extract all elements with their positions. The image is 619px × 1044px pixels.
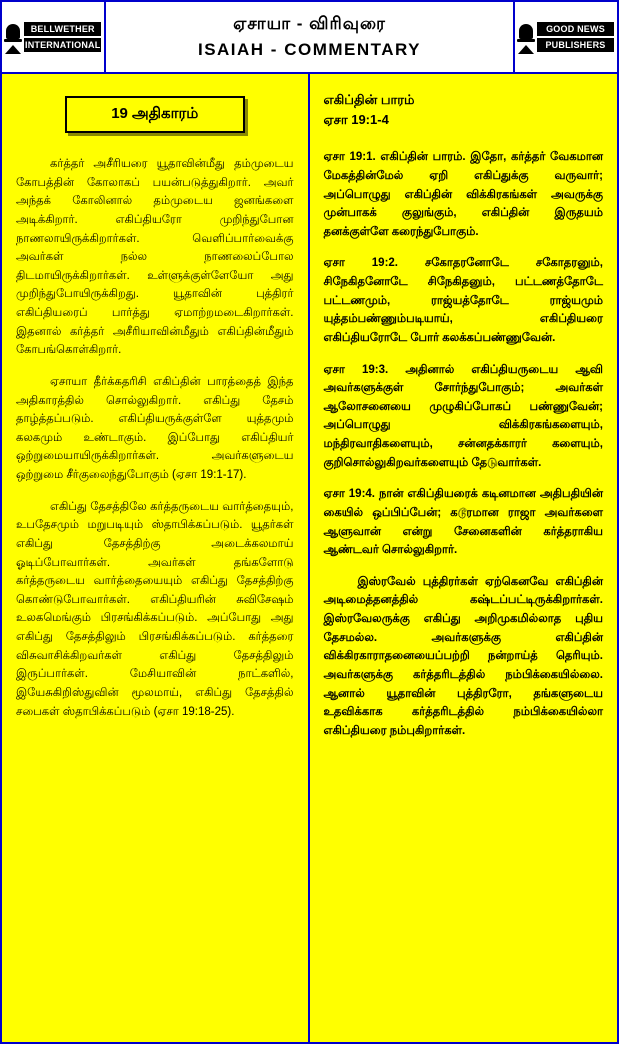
left-logo-line-1: BELLWETHER [24,22,101,36]
verse-paragraph: ஏசா 19:2. சகோதரனோடே சகோதரனும், சிநேகிதனோடே சிநேகிதனும், பட்டணத்தோடே பட்டணமும், ராஜ்யத்தோடே ராஜ்யமும் யுத்தம்பண்ணும்படியாய், எகிப்தியரை எகிப்தியரோடே போர் கலக்கப்பண்ணுவேன். [323,257,603,344]
verse-paragraph: ஏசா 19:3. அதினால் எகிப்தியருடைய ஆவி அவர்களுக்குள் சோர்ந்துபோகும்; அவர்கள் ஆலோசனையை முழுகிப்போகப் பண்ணுவேன்; அப்பொழுது விக்கிரகங்களையும், மந்திரவாதிகளையும், சன்னதக்காரர் களையும், குறிசொல்லுகிறவர்களையும் தேடுவார்கள். [323,363,603,469]
left-column [2,74,310,1042]
left-logo-line-2: INTERNATIONAL [25,40,101,50]
commentary-paragraph: ஏசாயா தீர்க்கதரிசி எகிப்தின் பாரத்தைத் இந்த அதிகாரத்தில் சொல்லுகிறார். எகிப்து தேசம் தாழ்த்தப்படும். எகிப்தியருக்குள்ளே யுத்தமும் கலகமும் உண்டாகும். இப்போது எகிப்தியர் ஒற்றுமையாயிருக்கிறார்கள். அவர்களுடைய ஒற்றுமை சீர்குலைந்துபோகும் (ஏசா 19:1-17). [16,375,294,481]
closing-paragraph: இஸ்ரவேல் புத்திரர்கள் ஏற்கெனவே எகிப்தின் அடிமைத்தனத்தில் கஷ்டப்பட்டிருக்கிறார்கள். இஸ்ரவேலருக்கு எகிப்து அறிமுகமில்லாத புதிய தேசமல்ல. அவர்களுக்கு எகிப்தின் விக்கிரகாராதனையைப்பற்றி நன்றாய்த் தெரியும். அவர்களுக்கு கர்த்தரிடத்தில் நம்பிக்கையில்லை. ஆனால் யூதாவின் புத்திரரோ, தங்களுடைய உதவிக்காக கர்த்தரிடத்தில் நம்பிக்கையில்லா எகிப்தியரை நம்புகிறார்கள். [323,575,603,737]
section-heading [324,90,604,130]
commentary-paragraph: கர்த்தர் அசீரியரை யூதாவின்மீது தம்முடைய கோபத்தின் கோலாகப் பயன்படுத்துகிறார். அவர் அந்தக் கோலினால் தம்முடைய ஜனங்களை அடிக்கிறார். எகிப்தியரோ முறிந்துபோன நாணலாயிருக்கிறார்கள். வெளிப்பார்வைக்கு அவர்கள் நல்ல நாணலைப்போல திடமாயிருக்கிறார்கள். உள்ளுக்குள்ளேயோ அது முறிந்துபோயிருக்கிறது. யூதாவின் புத்திரர் எகிப்தியரைப் பார்த்து ஏமாற்றமடைகிறார்கள். இதனால் கர்த்தர் அசீரியாவின்மீதும் எகிப்தின்மீதும் கோபங்கொள்கிறார். [16,158,294,357]
chapter-badge [65,96,245,133]
commentary-paragraph: எகிப்து தேசத்திலே கர்த்தருடைய வார்த்தையும், உபதேசமும் மறுபடியும் ஸ்தாபிக்கப்படும். யூதர்கள் எகிப்து தேசத்திற்கு அடைக்கலமாய் ஓடிப்போவார்கள். அவர்கள் தங்களோடு கர்த்தருடைய வார்த்தையையும் எகிப்து தேசத்திற்கு கொண்டுபோவார்கள். எகிப்தியரின் சுவிசேஷம் உலகமெங்கும் பிரசங்கிக்கப்படும். அப்போது அது எகிப்து தேசத்திலும் பிரசங்கிக்கப்படும். கர்த்தரை விசுவாசிக்கிறவர்கள் எகிப்து தேசத்திலும் இருப்பார்கள். மேசியாவின் நாட்களில், இயேசுகிறிஸ்துவின் மூலமாய், எகிப்து தேசத்தில் சபைகள் ஸ்தாபிக்கப்படும் (ஏசா 19:18-25). [16,500,294,718]
verse-paragraph: ஏசா 19:4. நான் எகிப்தியரைக் கடினமான அதிபதியின் கையில் ஒப்பிப்பேன்; கடூரமான ராஜா அவர்களை ஆளுவான் என்று சேனைகளின் கர்த்தராகிய ஆண்டவர் சொல்லுகிறார். [323,488,603,557]
right-logo-line-2: PUBLISHERS [537,38,614,52]
verse-paragraph: ஏசா 19:1. எகிப்தின் பாரம். இதோ, கர்த்தர் வேகமான மேகத்தின்மேல் ஏறி எகிப்துக்கு வருவார்; அப்பொழுது எகிப்தின் விக்கிரகங்கள் அவருக்கு முன்பாகக் குலுங்கும், எகிப்தின் இருதயம் தனக்குள்ளே கரைந்துபோகும். [323,151,603,238]
section-heading-line-1: எகிப்தின் பாரம் [323,92,415,107]
chapter-badge-label: 19 அதிகாரம் [111,105,199,122]
right-logo-line-1: GOOD NEWS [537,22,614,36]
publisher-logo-right [513,2,617,72]
page-title-tamil: ஏசாயா - விரிவுரை [233,14,386,33]
bell-icon [5,20,21,54]
page-title-english: ISAIAH - COMMENTARY [197,40,422,59]
right-column [310,74,618,1042]
publisher-logo-left [2,2,106,72]
document-header [2,2,617,74]
bell-icon-right [518,20,534,54]
document-body [2,74,617,1042]
section-heading-line-2: ஏசா 19:1-4 [323,112,389,128]
header-title-block [106,2,513,72]
